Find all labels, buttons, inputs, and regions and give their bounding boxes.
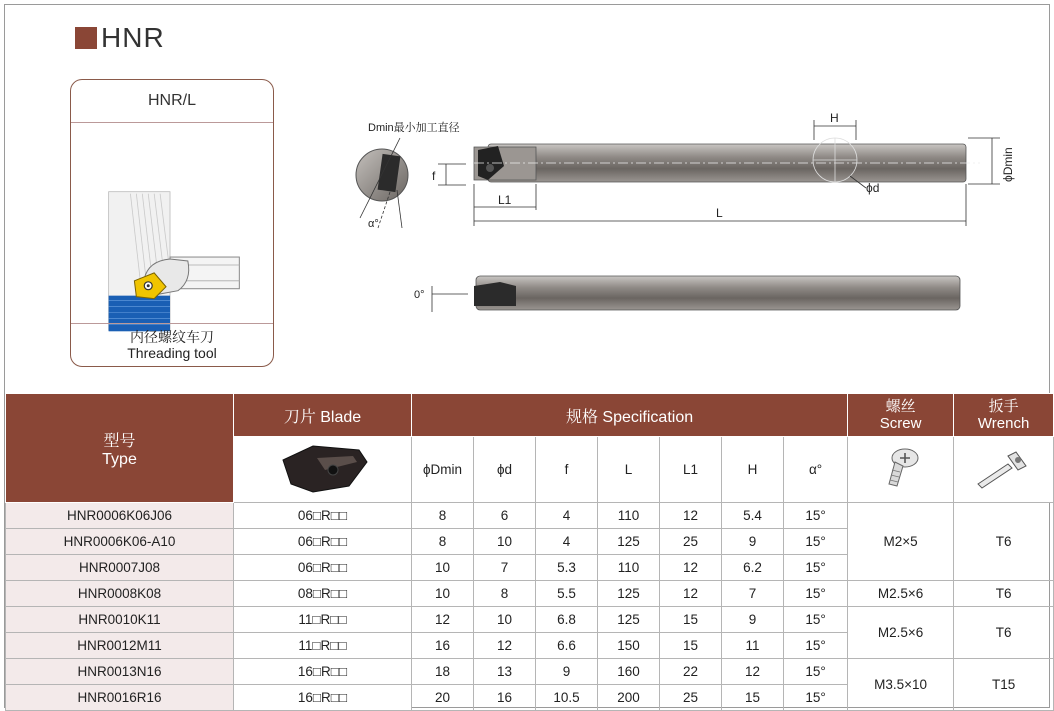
spec-col-alpha: α° (784, 437, 848, 503)
blade-cell: 06□R□□ (234, 529, 412, 555)
wrench-icon (972, 444, 1036, 492)
d-cell: 12 (474, 633, 536, 659)
spec-col-d: ϕd (474, 437, 536, 503)
h-cell: 11 (722, 633, 784, 659)
wrench-header (954, 394, 1054, 437)
dmin-cell: 10 (412, 581, 474, 607)
l-label: L (716, 206, 723, 220)
f-cell: 10.5 (536, 685, 598, 711)
f-cell: 9 (536, 659, 598, 685)
title-text: HNR (101, 22, 165, 53)
h-cell: 7 (722, 581, 784, 607)
dmin-cell: 18 (412, 659, 474, 685)
spec-col-dmin: ϕDmin (412, 437, 474, 503)
l1-cell: 12 (660, 581, 722, 607)
screw-image-cell (848, 437, 954, 503)
l1-cell: 12 (660, 503, 722, 529)
l1-cell: 25 (660, 685, 722, 711)
screw-cell: M2.5×6 (848, 581, 954, 607)
wrench-cell: T15 (954, 659, 1054, 711)
blade-cell: 06□R□□ (234, 555, 412, 581)
phi-d-label: ϕd (866, 181, 880, 195)
table-row (6, 581, 1054, 607)
alpha-cell: 15° (784, 529, 848, 555)
blade-cell: 06□R□□ (234, 503, 412, 529)
spec-col-l: L (598, 437, 660, 503)
l-cell: 110 (598, 555, 660, 581)
screw-header (848, 394, 954, 437)
spec-header: 规格 Specification (412, 394, 848, 437)
blade-cell: 08□R□□ (234, 581, 412, 607)
l-cell: 160 (598, 659, 660, 685)
screw-cell: M3.5×10 (848, 659, 954, 711)
dmin-cell: 20 (412, 685, 474, 711)
dmin-cell: 16 (412, 633, 474, 659)
l1-cell: 22 (660, 659, 722, 685)
card-caption (71, 323, 273, 366)
title-marker (75, 27, 97, 49)
screw-icon (881, 446, 921, 490)
caption-cn: 内径螺纹车刀 (130, 329, 214, 345)
l1-label: L1 (498, 193, 512, 207)
d-cell: 16 (474, 685, 536, 711)
blade-cell: 16□R□□ (234, 685, 412, 711)
type-cell: HNR0012M11 (6, 633, 234, 659)
l-cell: 110 (598, 503, 660, 529)
h-cell: 9 (722, 607, 784, 633)
f-cell: 5.3 (536, 555, 598, 581)
wrench-cell: T6 (954, 607, 1054, 659)
f-label: f (432, 169, 436, 183)
wrench-image-cell (954, 437, 1054, 503)
dmin-cell: 8 (412, 503, 474, 529)
page-title (75, 22, 165, 54)
type-header-en: Type (102, 450, 137, 468)
h-cell: 15 (722, 685, 784, 711)
blade-cell: 16□R□□ (234, 659, 412, 685)
d-cell: 7 (474, 555, 536, 581)
wrench-header-en: Wrench (977, 415, 1030, 432)
f-cell: 5.5 (536, 581, 598, 607)
phi-dmin-label: ϕDmin (1001, 147, 1015, 182)
zero-deg-label: 0° (414, 289, 425, 301)
type-cell: HNR0013N16 (6, 659, 234, 685)
wrench-cell: T6 (954, 503, 1054, 581)
d-cell: 6 (474, 503, 536, 529)
card-header: HNR/L (71, 80, 273, 123)
spec-col-f: f (536, 437, 598, 503)
blade-cell: 11□R□□ (234, 633, 412, 659)
caption-en: Threading tool (127, 345, 217, 361)
l-cell: 200 (598, 685, 660, 711)
tool-card (70, 79, 274, 367)
d-cell: 8 (474, 581, 536, 607)
type-header (6, 394, 234, 503)
dmin-cell: 10 (412, 555, 474, 581)
h-label: H (830, 111, 839, 125)
alpha-cell: 15° (784, 607, 848, 633)
l1-cell: 15 (660, 633, 722, 659)
type-cell: HNR0006K06J06 (6, 503, 234, 529)
wrench-header-cn: 扳手 (988, 398, 1019, 415)
screw-header-cn: 螺丝 (885, 398, 916, 415)
dmin-cell: 12 (412, 607, 474, 633)
h-cell: 12 (722, 659, 784, 685)
type-cell: HNR0008K08 (6, 581, 234, 607)
blade-cell: 11□R□□ (234, 607, 412, 633)
screw-cell: M2.5×6 (848, 607, 954, 659)
type-cell: HNR0010K11 (6, 607, 234, 633)
table-row (6, 659, 1054, 685)
alpha-cell: 15° (784, 685, 848, 711)
blade-insert-icon (273, 440, 373, 496)
d-cell: 10 (474, 607, 536, 633)
type-cell: HNR0006K06-A10 (6, 529, 234, 555)
screw-header-en: Screw (879, 415, 922, 432)
alpha-cell: 15° (784, 503, 848, 529)
d-cell: 13 (474, 659, 536, 685)
blade-image-cell (234, 437, 412, 503)
alpha-cell: 15° (784, 633, 848, 659)
h-cell: 9 (722, 529, 784, 555)
screw-cell: M2×5 (848, 503, 954, 581)
f-cell: 4 (536, 529, 598, 555)
dmin-cell: 8 (412, 529, 474, 555)
table-row (6, 607, 1054, 633)
l1-cell: 12 (660, 555, 722, 581)
f-cell: 6.6 (536, 633, 598, 659)
spec-col-l1: L1 (660, 437, 722, 503)
table-row (6, 503, 1054, 529)
alpha-cell: 15° (784, 581, 848, 607)
l-cell: 125 (598, 529, 660, 555)
l1-cell: 25 (660, 529, 722, 555)
type-cell: HNR0007J08 (6, 555, 234, 581)
alpha-cell: 15° (784, 555, 848, 581)
blade-header: 刀片 Blade (234, 394, 412, 437)
h-cell: 5.4 (722, 503, 784, 529)
l1-cell: 15 (660, 607, 722, 633)
d-cell: 10 (474, 529, 536, 555)
tool-bar-top-view (476, 276, 960, 310)
type-cell: HNR0016R16 (6, 685, 234, 711)
l-cell: 125 (598, 581, 660, 607)
l-cell: 125 (598, 607, 660, 633)
type-header-cn: 型号 (103, 432, 136, 450)
dmin-note: Dmin最小加工直径 (368, 122, 460, 134)
wrench-cell: T6 (954, 581, 1054, 607)
h-cell: 6.2 (722, 555, 784, 581)
spec-table (5, 393, 1054, 711)
alpha-cell: 15° (784, 659, 848, 685)
l-cell: 150 (598, 633, 660, 659)
f-cell: 6.8 (536, 607, 598, 633)
technical-drawing (340, 100, 1040, 330)
alpha-label: α° (368, 218, 379, 230)
f-cell: 4 (536, 503, 598, 529)
spec-col-h: H (722, 437, 784, 503)
